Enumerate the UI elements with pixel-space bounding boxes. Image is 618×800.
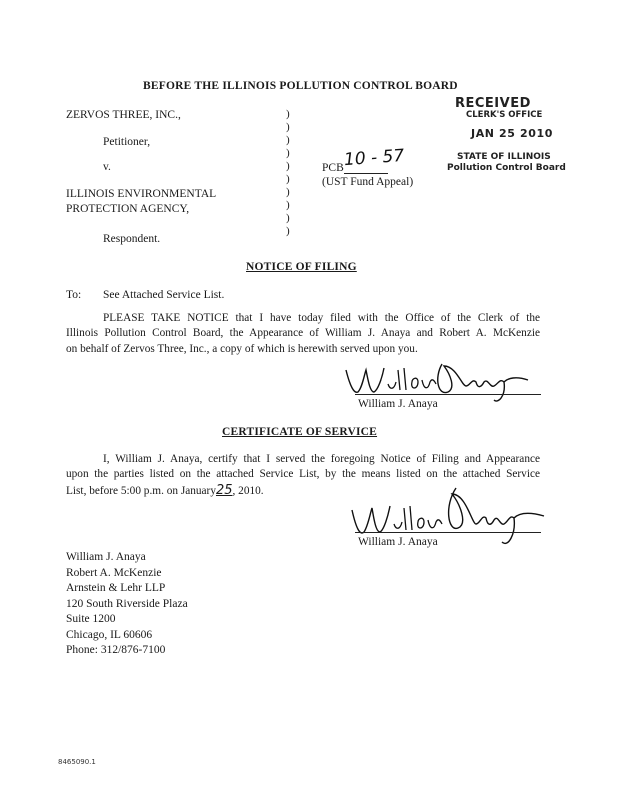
board-heading: BEFORE THE ILLINOIS POLLUTION CONTROL BOARD <box>143 80 458 92</box>
received-stamp-title: RECEIVED <box>455 96 531 111</box>
certificate-date-post: , 2010. <box>232 484 264 497</box>
certificate-body-line2: upon the parties listed on the attached Service List, by the means listed on the attached Service <box>66 468 540 481</box>
notice-signature-line <box>355 394 541 395</box>
received-stamp-office: CLERK'S OFFICE <box>466 110 543 120</box>
respondent-role: Respondent. <box>103 233 161 245</box>
certificate-signature-line <box>355 532 541 533</box>
counsel-line: Chicago, IL 60606 <box>66 628 153 641</box>
notice-body-line1: PLEASE TAKE NOTICE that I have today filed with the Office of the Clerk of the <box>103 312 540 324</box>
certificate-date-pre: List, before 5:00 p.m. on January <box>66 484 216 497</box>
certificate-date-handwritten: 25 <box>215 482 233 498</box>
case-number-underline <box>344 173 388 174</box>
certificate-title: CERTIFICATE OF SERVICE <box>222 426 378 438</box>
counsel-line: Phone: 312/876-7100 <box>66 644 166 656</box>
counsel-line: 120 South Riverside Plaza <box>66 597 188 610</box>
notice-title: NOTICE OF FILING <box>246 261 357 273</box>
notice-body-line3: on behalf of Zervos Three, Inc., a copy of which is herewith served upon you. <box>66 342 418 355</box>
received-stamp-board: Pollution Control Board <box>447 163 566 173</box>
case-type: (UST Fund Appeal) <box>322 176 414 188</box>
petitioner-name: ZERVOS THREE, INC., <box>66 109 181 121</box>
certificate-body-line1: I, William J. Anaya, certify that I served the foregoing Notice of Filing and Appearance <box>103 453 540 465</box>
respondent-name-line2: PROTECTION AGENCY, <box>66 203 190 215</box>
respondent-name-line1: ILLINOIS ENVIRONMENTAL <box>66 188 217 200</box>
footer-document-code: 8465090.1 <box>58 758 96 766</box>
notice-body-line2: Illinois Pollution Control Board, the Appearance of William J. Anaya and Robert A. McKenzie <box>66 327 540 340</box>
counsel-line: Suite 1200 <box>66 613 116 625</box>
versus-label: v. <box>103 161 111 173</box>
notice-body <box>66 311 540 357</box>
to-value: See Attached Service List. <box>103 289 225 301</box>
caption-bracket-column: ) ) ) ) ) ) ) ) ) ) <box>286 108 290 237</box>
counsel-line: Robert A. McKenzie <box>66 566 162 579</box>
counsel-line: Arnstein & Lehr LLP <box>66 582 166 594</box>
counsel-line: William J. Anaya <box>66 551 146 563</box>
to-label: To: <box>66 289 82 301</box>
case-prefix: PCB <box>322 162 344 174</box>
case-number-handwritten: 10 - 57 <box>343 145 405 171</box>
certificate-signer-name: William J. Anaya <box>358 536 438 548</box>
counsel-block <box>66 550 188 659</box>
received-stamp-date: JAN 25 2010 <box>471 127 553 140</box>
notice-signer-name: William J. Anaya <box>358 398 438 410</box>
petitioner-role: Petitioner, <box>103 136 151 148</box>
received-stamp-state: STATE OF ILLINOIS <box>457 152 551 162</box>
